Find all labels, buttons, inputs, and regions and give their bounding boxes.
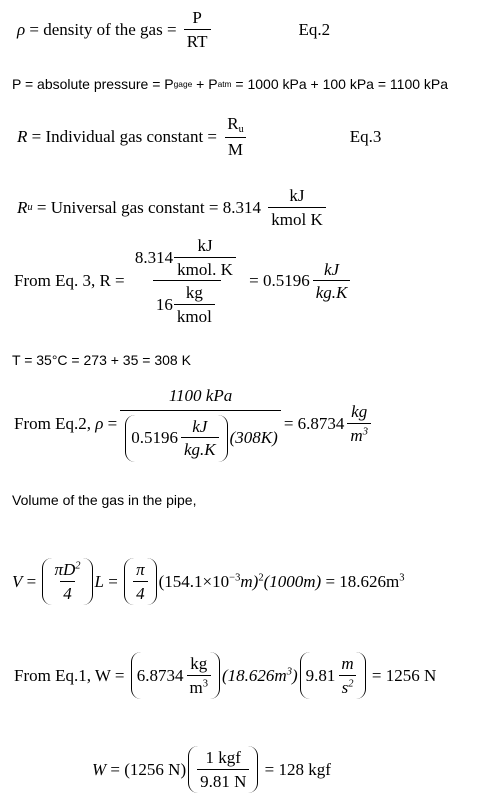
kj-per-kmol-fraction: $\frac{kJ}{\text{kmol K}}$ (268, 186, 325, 229)
temperature-line: T = 35°C = 273 + 35 = 308 K (12, 352, 191, 368)
pressure-result: = 1000 kPa + 100 kPa = 1100 kPa (231, 76, 449, 92)
gas-constant-text: = Individual gas constant = (27, 126, 222, 146)
fraction-denominator: RT (184, 29, 211, 52)
atm-subscript: atm (217, 79, 232, 89)
density-fraction: 1100 kPa 0.5196 $\frac{kJ}{kg.K}$ (308K) (120, 386, 281, 462)
density-computation: From Eq.2, ρ = 1100 kPa 0.5196 $\frac{kJ}{kg.K}$ (308K) = 6.8734 $\frac{kg}{m^3}$ (14, 386, 374, 462)
individual-gas-constant (17, 114, 381, 159)
density-text: = density of the gas = (25, 19, 181, 39)
u-subscript: u (27, 202, 33, 214)
r-result: = 0.5196 (244, 271, 310, 291)
ru-over-m-fraction (224, 114, 246, 159)
r-symbol: R (17, 126, 28, 146)
weight-kgf-computation: W = (1256 N) $\frac{\text{1 kgf}}{9.81 N}$ = 128 kgf (92, 746, 331, 793)
r-compound-fraction: 8.314 $\frac{kJ}{\text{kmol. K}}$ 16 $\frac{kg}{\text{kmol}}$ (132, 236, 242, 326)
universal-gas-constant (17, 186, 329, 229)
density-result: = 6.8734 (283, 413, 345, 433)
volume-heading: Volume of the gas in the pipe, (12, 492, 197, 508)
pressure-text: P = absolute pressure = P (12, 76, 174, 92)
gage-subscript: gage (173, 79, 193, 89)
weight-computation: From Eq.1, W = 6.8734 $\frac{kg}{m^3}$ $(18.626m^3)$ 9.81 $\frac{m}{s^2}$ = 1256 N (14, 652, 436, 699)
fraction-denominator: M (225, 137, 246, 160)
density-definition (17, 8, 330, 51)
universal-text: = Universal gas constant = 8.314 (32, 197, 266, 217)
from-eq2-text: From Eq.2, (14, 413, 96, 433)
equation-label: Eq.3 (349, 126, 382, 146)
equation-label: Eq.2 (298, 19, 331, 39)
r-computation (14, 236, 353, 326)
from-eq3-text: From Eq. 3, R = (14, 271, 129, 291)
absolute-pressure-line (12, 76, 448, 92)
volume-computation: V = $\frac{\pi D^2}{4}$ L = $\frac{\pi}{4}$ $(154.1\times 10^{-3}m)^2$ (1000m) = $18.626m^3$ (12, 558, 405, 605)
fraction-numerator: P (192, 8, 202, 27)
pressure-plus: + P (192, 76, 218, 92)
rho-symbol: ρ (17, 19, 26, 39)
r-symbol: R (17, 197, 28, 217)
kj-per-kgk-fraction: $\frac{kJ}{kg.K}$ (313, 260, 351, 303)
p-over-rt-fraction (184, 8, 211, 51)
rho-symbol: ρ (95, 413, 104, 433)
fraction-numerator: Ru (227, 114, 244, 136)
